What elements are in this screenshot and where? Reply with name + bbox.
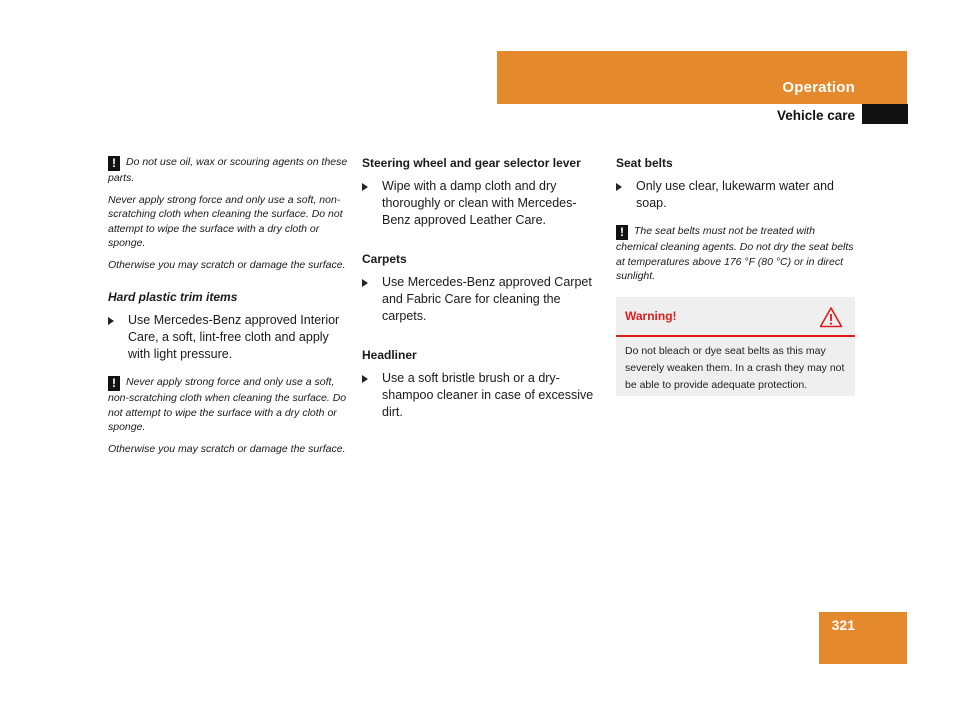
list-item-text: Wipe with a damp cloth and dry thoroughly or clean with Mercedes-Benz approved Leather Care. (382, 179, 577, 227)
exclamation-icon: ! (108, 156, 120, 171)
bullet-arrow-icon (362, 375, 368, 383)
list-item-text: Only use clear, lukewarm water and soap. (636, 179, 835, 210)
section-heading: Hard plastic trim items (108, 290, 238, 304)
exclamation-icon: ! (616, 225, 628, 240)
column-1 (108, 155, 348, 463)
bullet-arrow-icon (108, 317, 114, 325)
note-text: Otherwise you may scratch or damage the surface. (108, 442, 346, 455)
column-2 (362, 155, 602, 433)
section-heading: Steering wheel and gear selector lever (362, 156, 581, 170)
exclamation-icon: ! (108, 376, 120, 391)
warning-text: Do not bleach or dye seat belts as this may severely weaken them. In a crash they may not be able to provide adequate protection. (625, 345, 845, 391)
page-number: 321 (831, 617, 855, 633)
section-heading: Carpets (362, 252, 407, 266)
subsection-title: Vehicle care (776, 108, 855, 123)
note-text: Otherwise you may scratch or damage the surface. (108, 258, 346, 271)
list-item-text: Use a soft bristle brush or a dry-shampoo cleaner in case of excessive dirt. (382, 371, 594, 419)
list-item (616, 178, 856, 212)
bullet-arrow-icon (362, 183, 368, 191)
warning-box (616, 297, 855, 396)
warning-triangle-icon (819, 306, 843, 328)
list-item-text: Use Mercedes-Benz approved Interior Care, a soft, lint-free cloth and apply with light pressure. (128, 313, 340, 361)
section-tab-marker (862, 104, 908, 124)
bullet-arrow-icon (362, 279, 368, 287)
section-title: Operation (782, 79, 855, 96)
section-heading: Headliner (362, 348, 417, 362)
bullet-arrow-icon (616, 183, 622, 191)
list-item (362, 274, 602, 325)
list-item (362, 370, 602, 421)
warning-header (616, 297, 855, 337)
header-bar (497, 51, 907, 104)
column-3 (616, 155, 856, 291)
note-text: Do not use oil, wax or scouring agents on these parts. (108, 156, 348, 184)
page-number-box (819, 612, 907, 664)
note-text: Never apply strong force and only use a soft, non-scratching cloth when cleaning the surface. Do not attempt to wipe the surface with a dry cloth or sponge. (108, 193, 343, 249)
note-block (616, 224, 856, 284)
note-block (108, 155, 348, 272)
section-heading: Seat belts (616, 156, 673, 170)
note-text: Never apply strong force and only use a soft, non-scratching cloth when cleaning the surface. Do not attempt to wipe the surface with a dry cloth or sponge. (108, 376, 347, 433)
note-text: The seat belts must not be treated with chemical cleaning agents. Do not dry the seat belts at temperatures above 176 °F (80 °C) or in direct sunlight. (616, 225, 854, 282)
list-item (108, 312, 348, 363)
list-item (362, 178, 602, 229)
warning-label: Warning! (625, 309, 677, 323)
list-item-text: Use Mercedes-Benz approved Carpet and Fabric Care for cleaning the carpets. (382, 275, 592, 323)
note-block (108, 375, 348, 456)
